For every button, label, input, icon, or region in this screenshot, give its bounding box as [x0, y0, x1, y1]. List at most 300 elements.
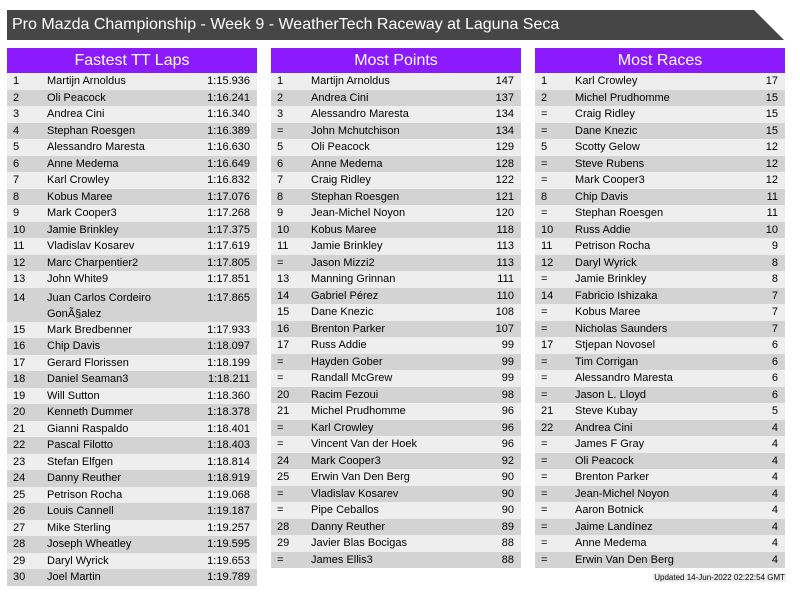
value-cell: 4	[738, 436, 785, 453]
driver-name-cell: Jaime Landínez	[575, 519, 738, 536]
value-cell: 89	[474, 519, 521, 536]
position-cell: 21	[535, 403, 575, 420]
position-cell: 1	[7, 73, 47, 90]
position-cell: 21	[271, 403, 311, 420]
driver-name-cell: Racim Fezoui	[311, 387, 474, 404]
driver-name-cell: Erwin Van Den Berg	[311, 469, 474, 486]
position-cell: 5	[271, 139, 311, 156]
position-cell: 27	[7, 520, 47, 537]
position-cell: 29	[271, 535, 311, 552]
position-cell: 16	[271, 321, 311, 338]
driver-name-cell: Andrea Cini	[311, 90, 474, 107]
driver-name-cell: Jamie Brinkley	[311, 238, 474, 255]
position-cell: 23	[7, 454, 47, 471]
driver-name-cell: Louis Cannell	[47, 503, 190, 520]
position-cell: 18	[7, 371, 47, 388]
table-row	[271, 337, 521, 354]
position-cell: 12	[7, 255, 47, 272]
table-row	[271, 519, 521, 536]
value-cell: 7	[738, 288, 785, 305]
table-row	[271, 205, 521, 222]
position-cell: =	[535, 502, 575, 519]
table-row	[271, 90, 521, 107]
position-cell: =	[535, 387, 575, 404]
table-row	[535, 321, 785, 338]
table-row	[535, 469, 785, 486]
position-cell: 9	[271, 205, 311, 222]
table-row	[7, 470, 257, 487]
lap-time-cell: 1:18.919	[190, 470, 257, 487]
driver-name-cell: Steve Rubens	[575, 156, 738, 173]
value-cell: 90	[474, 469, 521, 486]
updated-timestamp: Updated 14-Jun-2022 02:22:54 GMT	[654, 573, 785, 582]
table-row	[7, 288, 257, 322]
table-row	[271, 535, 521, 552]
lap-time-cell: 1:17.805	[190, 255, 257, 272]
position-cell: 13	[7, 271, 47, 288]
driver-name-cell: Anne Medema	[575, 535, 738, 552]
table-row	[271, 486, 521, 503]
position-cell: 11	[7, 238, 47, 255]
table-row	[271, 552, 521, 569]
driver-name-cell: Karl Crowley	[575, 73, 738, 90]
table-row	[271, 288, 521, 305]
value-cell: 92	[474, 453, 521, 470]
position-cell: 11	[535, 238, 575, 255]
table-row	[7, 189, 257, 206]
table-row	[271, 370, 521, 387]
value-cell: 4	[738, 552, 785, 569]
table-row	[271, 106, 521, 123]
value-cell: 4	[738, 535, 785, 552]
position-cell: =	[271, 420, 311, 437]
position-cell: 6	[271, 156, 311, 173]
value-cell: 134	[474, 123, 521, 140]
driver-name-cell: Joseph Wheatley	[47, 536, 190, 553]
position-cell: 5	[535, 139, 575, 156]
driver-name-cell: Gerard Florissen	[47, 355, 190, 372]
driver-name-cell: Erwin Van Den Berg	[575, 552, 738, 569]
table-row	[271, 321, 521, 338]
position-cell: 22	[7, 437, 47, 454]
position-cell: 22	[535, 420, 575, 437]
value-cell: 4	[738, 420, 785, 437]
lap-time-cell: 1:19.257	[190, 520, 257, 537]
table-row	[535, 420, 785, 437]
table-row	[535, 354, 785, 371]
position-cell: =	[535, 469, 575, 486]
value-cell: 6	[738, 370, 785, 387]
position-cell: 2	[7, 90, 47, 107]
table-row	[535, 436, 785, 453]
table-row	[7, 569, 257, 586]
position-cell: =	[535, 535, 575, 552]
position-cell: =	[535, 370, 575, 387]
driver-name-cell: Russ Addie	[575, 222, 738, 239]
position-cell: =	[535, 321, 575, 338]
value-cell: 15	[738, 123, 785, 140]
position-cell: 5	[7, 139, 47, 156]
table-row	[535, 519, 785, 536]
driver-name-cell: Randall McGrew	[311, 370, 474, 387]
driver-name-cell: Brenton Parker	[311, 321, 474, 338]
table-row	[7, 90, 257, 107]
driver-name-cell: Mark Cooper3	[575, 172, 738, 189]
driver-name-cell: Aaron Botnick	[575, 502, 738, 519]
position-cell: 8	[7, 189, 47, 206]
driver-name-cell: Jean-Michel Noyon	[311, 205, 474, 222]
value-cell: 99	[474, 354, 521, 371]
driver-name-cell: Chip Davis	[47, 338, 190, 355]
lap-time-cell: 1:19.595	[190, 536, 257, 553]
driver-name-cell: Stjepan Novosel	[575, 337, 738, 354]
driver-name-cell: Scotty Gelow	[575, 139, 738, 156]
table-row	[7, 73, 257, 90]
lap-time-cell: 1:17.619	[190, 238, 257, 255]
position-cell: =	[271, 436, 311, 453]
position-cell: 15	[271, 304, 311, 321]
position-cell: 25	[271, 469, 311, 486]
table-row	[535, 172, 785, 189]
table-row	[271, 436, 521, 453]
value-cell: 118	[474, 222, 521, 239]
value-cell: 15	[738, 90, 785, 107]
driver-name-cell: Dane Knezic	[311, 304, 474, 321]
table-row	[7, 222, 257, 239]
table-row	[535, 486, 785, 503]
table-row	[7, 338, 257, 355]
value-cell: 98	[474, 387, 521, 404]
position-cell: =	[271, 502, 311, 519]
value-cell: 9	[738, 238, 785, 255]
position-cell: 7	[7, 172, 47, 189]
position-cell: =	[535, 486, 575, 503]
driver-name-cell: Stephan Roesgen	[575, 205, 738, 222]
most-races-panel	[535, 48, 785, 568]
position-cell: =	[535, 552, 575, 569]
position-cell: =	[535, 123, 575, 140]
driver-name-cell: Vincent Van der Hoek	[311, 436, 474, 453]
driver-name-cell: Michel Prudhomme	[311, 403, 474, 420]
table-row	[7, 437, 257, 454]
driver-name-cell: Russ Addie	[311, 337, 474, 354]
page-title: Pro Mazda Championship - Week 9 - WeatherTech Raceway at Laguna Seca	[12, 16, 560, 33]
table-row	[271, 304, 521, 321]
position-cell: 26	[7, 503, 47, 520]
table-row	[535, 189, 785, 206]
fastest-tt-laps-panel	[7, 48, 257, 586]
position-cell: =	[271, 354, 311, 371]
table-row	[535, 271, 785, 288]
value-cell: 96	[474, 403, 521, 420]
position-cell: 14	[535, 288, 575, 305]
table-row	[271, 238, 521, 255]
table-row	[535, 222, 785, 239]
position-cell: 9	[7, 205, 47, 222]
driver-name-cell: Jean-Michel Noyon	[575, 486, 738, 503]
position-cell: =	[535, 304, 575, 321]
driver-name-cell: Steve Kubay	[575, 403, 738, 420]
table-row	[7, 355, 257, 372]
table-row	[271, 469, 521, 486]
table-row	[271, 156, 521, 173]
position-cell: 10	[7, 222, 47, 239]
value-cell: 7	[738, 304, 785, 321]
table-row	[7, 454, 257, 471]
value-cell: 88	[474, 535, 521, 552]
table-row	[535, 304, 785, 321]
driver-name-cell: Craig Ridley	[575, 106, 738, 123]
table-row	[535, 73, 785, 90]
value-cell: 121	[474, 189, 521, 206]
driver-name-cell: Kobus Maree	[311, 222, 474, 239]
value-cell: 11	[738, 189, 785, 206]
driver-name-cell: Brenton Parker	[575, 469, 738, 486]
table-row	[7, 205, 257, 222]
table-row	[535, 139, 785, 156]
driver-name-cell: Andrea Cini	[575, 420, 738, 437]
position-cell: 12	[535, 255, 575, 272]
driver-name-cell: Hayden Gober	[311, 354, 474, 371]
value-cell: 107	[474, 321, 521, 338]
table-row	[7, 487, 257, 504]
table-row	[271, 403, 521, 420]
value-cell: 111	[474, 271, 521, 288]
position-cell: 3	[7, 106, 47, 123]
position-cell: =	[535, 156, 575, 173]
value-cell: 99	[474, 370, 521, 387]
value-cell: 6	[738, 337, 785, 354]
driver-name-cell: Marc Charpentier2	[47, 255, 190, 272]
value-cell: 6	[738, 387, 785, 404]
table-row	[7, 255, 257, 272]
table-row	[271, 73, 521, 90]
value-cell: 6	[738, 354, 785, 371]
position-cell: 16	[7, 338, 47, 355]
position-cell: 1	[535, 73, 575, 90]
lap-time-cell: 1:17.865	[190, 288, 257, 322]
table-row	[7, 271, 257, 288]
lap-time-cell: 1:17.076	[190, 189, 257, 206]
value-cell: 99	[474, 337, 521, 354]
table-row	[7, 503, 257, 520]
driver-name-cell: Petrison Rocha	[47, 487, 190, 504]
driver-name-cell: Danny Reuther	[311, 519, 474, 536]
table-row	[535, 156, 785, 173]
driver-name-cell: Karl Crowley	[311, 420, 474, 437]
table-row	[271, 123, 521, 140]
most-points-panel	[271, 48, 521, 568]
driver-name-cell: Alessandro Maresta	[575, 370, 738, 387]
value-cell: 108	[474, 304, 521, 321]
table-row	[7, 172, 257, 189]
table-row	[7, 238, 257, 255]
driver-name-cell: Jason Mizzi2	[311, 255, 474, 272]
position-cell: =	[271, 552, 311, 569]
position-cell: 1	[271, 73, 311, 90]
value-cell: 90	[474, 486, 521, 503]
driver-name-cell: Jamie Brinkley	[47, 222, 190, 239]
position-cell: 8	[535, 189, 575, 206]
value-cell: 113	[474, 238, 521, 255]
fastest-tt-laps-table	[7, 73, 257, 586]
driver-name-cell: Daryl Wyrick	[575, 255, 738, 272]
value-cell: 96	[474, 436, 521, 453]
most-races-table	[535, 73, 785, 568]
driver-name-cell: Andrea Cini	[47, 106, 190, 123]
driver-name-cell: Jamie Brinkley	[575, 271, 738, 288]
table-row	[7, 371, 257, 388]
value-cell: 7	[738, 321, 785, 338]
value-cell: 128	[474, 156, 521, 173]
lap-time-cell: 1:18.401	[190, 421, 257, 438]
driver-name-cell: Karl Crowley	[47, 172, 190, 189]
table-row	[535, 387, 785, 404]
position-cell: 17	[271, 337, 311, 354]
lap-time-cell: 1:19.789	[190, 569, 257, 586]
position-cell: 30	[7, 569, 47, 586]
lap-time-cell: 1:18.378	[190, 404, 257, 421]
table-row	[7, 421, 257, 438]
position-cell: 13	[271, 271, 311, 288]
value-cell: 96	[474, 420, 521, 437]
value-cell: 90	[474, 502, 521, 519]
position-cell: 3	[271, 106, 311, 123]
lap-time-cell: 1:17.851	[190, 271, 257, 288]
position-cell: 25	[7, 487, 47, 504]
value-cell: 4	[738, 453, 785, 470]
driver-name-cell: James Ellis3	[311, 552, 474, 569]
table-row	[271, 420, 521, 437]
table-row	[271, 139, 521, 156]
driver-name-cell: Pascal Filotto	[47, 437, 190, 454]
value-cell: 88	[474, 552, 521, 569]
driver-name-cell: Joel Martin	[47, 569, 190, 586]
position-cell: =	[535, 271, 575, 288]
lap-time-cell: 1:18.097	[190, 338, 257, 355]
value-cell: 15	[738, 106, 785, 123]
table-row	[271, 172, 521, 189]
table-row	[271, 222, 521, 239]
position-cell: 10	[535, 222, 575, 239]
table-row	[271, 453, 521, 470]
table-row	[535, 238, 785, 255]
table-row	[7, 139, 257, 156]
table-row	[535, 337, 785, 354]
position-cell: 20	[271, 387, 311, 404]
table-row	[535, 502, 785, 519]
value-cell: 12	[738, 156, 785, 173]
position-cell: 20	[7, 404, 47, 421]
driver-name-cell: John Mchutchison	[311, 123, 474, 140]
driver-name-cell: Gabriel Pérez	[311, 288, 474, 305]
driver-name-cell: Martijn Arnoldus	[311, 73, 474, 90]
driver-name-cell: Manning Grinnan	[311, 271, 474, 288]
position-cell: =	[535, 172, 575, 189]
table-row	[271, 387, 521, 404]
position-cell: 14	[271, 288, 311, 305]
position-cell: =	[271, 370, 311, 387]
lap-time-cell: 1:18.211	[190, 371, 257, 388]
position-cell: 10	[271, 222, 311, 239]
position-cell: 24	[7, 470, 47, 487]
position-cell: 24	[271, 453, 311, 470]
value-cell: 147	[474, 73, 521, 90]
driver-name-cell: Will Sutton	[47, 388, 190, 405]
lap-time-cell: 1:18.814	[190, 454, 257, 471]
driver-name-cell: Petrison Rocha	[575, 238, 738, 255]
table-row	[535, 535, 785, 552]
position-cell: 2	[535, 90, 575, 107]
value-cell: 113	[474, 255, 521, 272]
driver-name-cell: Mark Cooper3	[47, 205, 190, 222]
driver-name-cell: James F Gray	[575, 436, 738, 453]
position-cell: 14	[7, 288, 47, 322]
driver-name-cell: Gianni Raspaldo	[47, 421, 190, 438]
driver-name-cell: Javier Blas Bocigas	[311, 535, 474, 552]
table-row	[7, 388, 257, 405]
position-cell: =	[535, 436, 575, 453]
table-row	[7, 123, 257, 140]
value-cell: 11	[738, 205, 785, 222]
table-row	[271, 255, 521, 272]
driver-name-cell: Pipe Ceballos	[311, 502, 474, 519]
table-row	[7, 404, 257, 421]
position-cell: =	[535, 205, 575, 222]
driver-name-cell: Tim Corrigan	[575, 354, 738, 371]
driver-name-cell: John White9	[47, 271, 190, 288]
driver-name-cell: Mark Bredbenner	[47, 322, 190, 339]
lap-time-cell: 1:18.403	[190, 437, 257, 454]
value-cell: 4	[738, 519, 785, 536]
position-cell: 2	[271, 90, 311, 107]
position-cell: =	[535, 519, 575, 536]
table-row	[535, 123, 785, 140]
lap-time-cell: 1:19.653	[190, 553, 257, 570]
driver-name-cell: Kenneth Dummer	[47, 404, 190, 421]
value-cell: 4	[738, 486, 785, 503]
value-cell: 4	[738, 502, 785, 519]
driver-name-cell: Oli Peacock	[575, 453, 738, 470]
table-row	[535, 106, 785, 123]
table-row	[7, 156, 257, 173]
header-banner	[7, 10, 784, 40]
table-row	[7, 520, 257, 537]
lap-time-cell: 1:18.360	[190, 388, 257, 405]
driver-name-cell: Alessandro Maresta	[311, 106, 474, 123]
lap-time-cell: 1:16.389	[190, 123, 257, 140]
table-row	[7, 536, 257, 553]
most-points-table	[271, 73, 521, 568]
position-cell: =	[271, 255, 311, 272]
value-cell: 4	[738, 469, 785, 486]
driver-name-cell: Chip Davis	[575, 189, 738, 206]
lap-time-cell: 1:19.187	[190, 503, 257, 520]
lap-time-cell: 1:17.375	[190, 222, 257, 239]
table-row	[535, 370, 785, 387]
driver-name-cell: Alessandro Maresta	[47, 139, 190, 156]
driver-name-cell: Kobus Maree	[47, 189, 190, 206]
position-cell: 28	[7, 536, 47, 553]
position-cell: =	[271, 123, 311, 140]
position-cell: 17	[535, 337, 575, 354]
position-cell: =	[271, 486, 311, 503]
value-cell: 5	[738, 403, 785, 420]
lap-time-cell: 1:16.649	[190, 156, 257, 173]
value-cell: 134	[474, 106, 521, 123]
lap-time-cell: 1:16.630	[190, 139, 257, 156]
position-cell: 8	[271, 189, 311, 206]
